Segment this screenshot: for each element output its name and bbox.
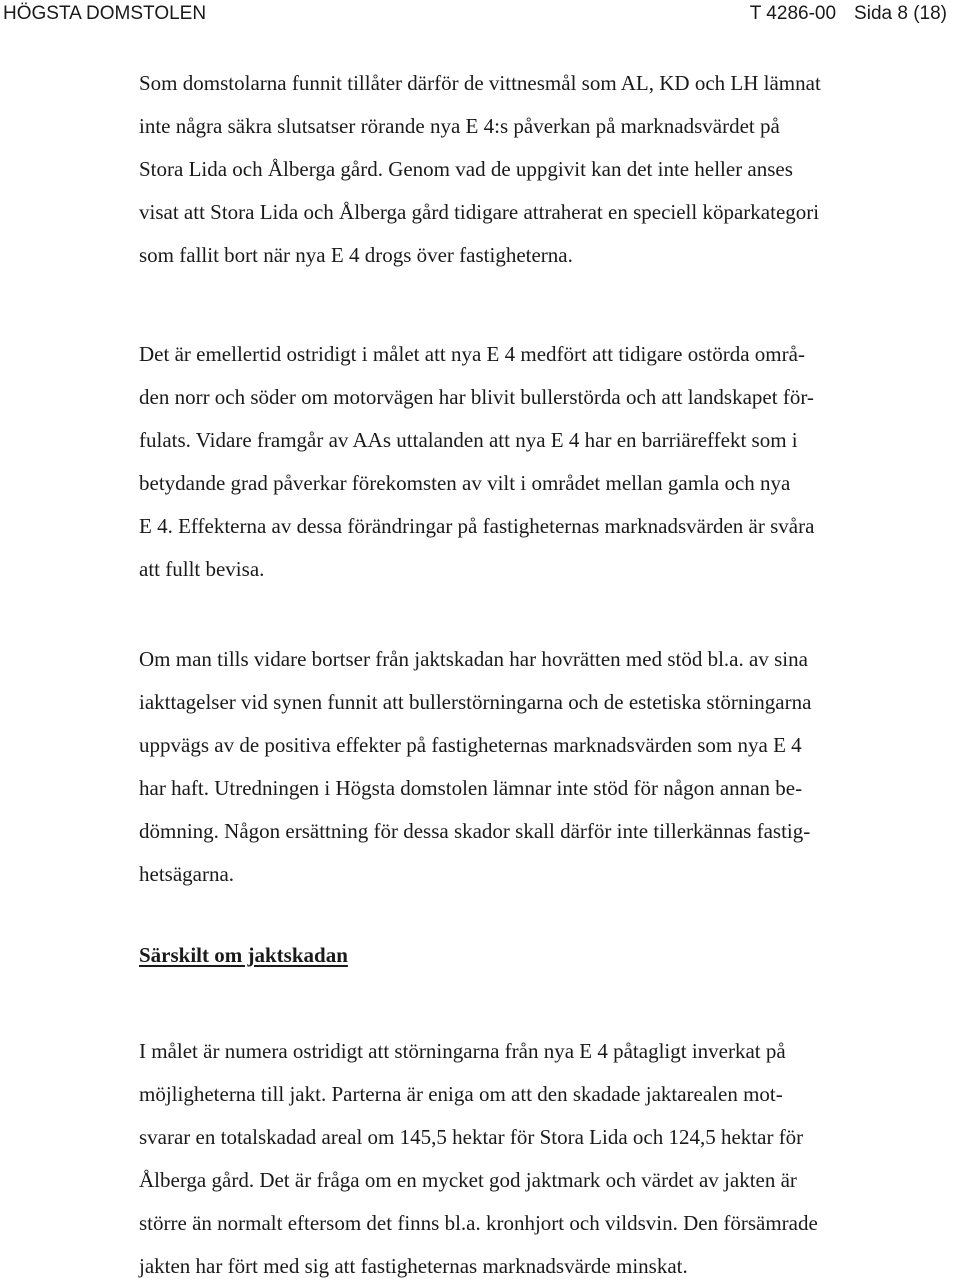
page-header — [0, 0, 960, 30]
paragraph-4 — [139, 1030, 954, 1288]
case-reference — [750, 3, 947, 25]
text-line: Som domstolarna funnit tillåter därför de vittnesmål som AL, KD och LH lämnat — [139, 71, 821, 95]
text-line: hetsägarna. — [139, 862, 235, 886]
text-line: iakttagelser vid synen funnit att bullerstörningarna och de estetiska störningarna — [139, 690, 812, 714]
text-line: den norr och söder om motorvägen har blivit bullerstörda och att landskapet för- — [139, 385, 814, 409]
case-number: T 4286-00 — [749, 3, 837, 24]
text-line: visat att Stora Lida och Ålberga gård tidigare attraherat en speciell köparkategori — [139, 200, 820, 224]
page-number: Sida 8 (18) — [854, 3, 947, 24]
text-line: som fallit bort när nya E 4 drogs över fastigheterna. — [139, 243, 573, 267]
text-line: jakten har fört med sig att fastigheternas marknadsvärde minskat. — [139, 1254, 688, 1278]
text-line: Det är emellertid ostridigt i målet att nya E 4 medfört att tidigare ostörda områ- — [139, 342, 805, 366]
paragraph-1 — [139, 62, 954, 277]
text-line: betydande grad påverkar förekomsten av vilt i området mellan gamla och nya — [139, 471, 791, 495]
text-line: Om man tills vidare bortser från jaktskadan har hovrätten med stöd bl.a. av sina — [139, 647, 808, 671]
text-line: inte några säkra slutsatser rörande nya E 4:s påverkan på marknadsvärdet på — [139, 114, 780, 138]
text-line: möjligheterna till jakt. Parterna är eniga om att den skadade jaktarealen mot- — [139, 1082, 783, 1106]
text-line: Ålberga gård. Det är fråga om en mycket god jaktmark och värdet av jakten är — [139, 1168, 797, 1192]
paragraph-3 — [139, 638, 954, 896]
text-line: uppvägs av de positiva effekter på fastigheternas marknadsvärden som nya E 4 — [139, 733, 802, 757]
paragraph-2 — [139, 333, 954, 591]
text-line: fulats. Vidare framgår av AAs uttalanden att nya E 4 har en barriäreffekt som i — [139, 428, 798, 452]
text-line: har haft. Utredningen i Högsta domstolen lämnar inte stöd för någon annan be- — [139, 776, 803, 800]
text-line: att fullt bevisa. — [139, 557, 265, 581]
text-line: större än normalt eftersom det finns bl.a. kronhjort och vildsvin. Den försämrade — [139, 1211, 818, 1235]
text-line: E 4. Effekterna av dessa förändringar på fastigheternas marknadsvärden är svåra — [139, 514, 815, 538]
section-heading: Särskilt om jaktskadan — [139, 943, 348, 967]
court-name: HÖGSTA DOMSTOLEN — [3, 3, 207, 24]
text-line: dömning. Någon ersättning för dessa skador skall därför inte tillerkännas fastig- — [139, 819, 811, 843]
text-line: Stora Lida och Ålberga gård. Genom vad de uppgivit kan det inte heller anses — [139, 157, 793, 181]
text-line: I målet är numera ostridigt att störningarna från nya E 4 påtagligt inverkat på — [139, 1039, 786, 1063]
text-line: svarar en totalskadad areal om 145,5 hektar för Stora Lida och 124,5 hektar för — [139, 1125, 804, 1149]
